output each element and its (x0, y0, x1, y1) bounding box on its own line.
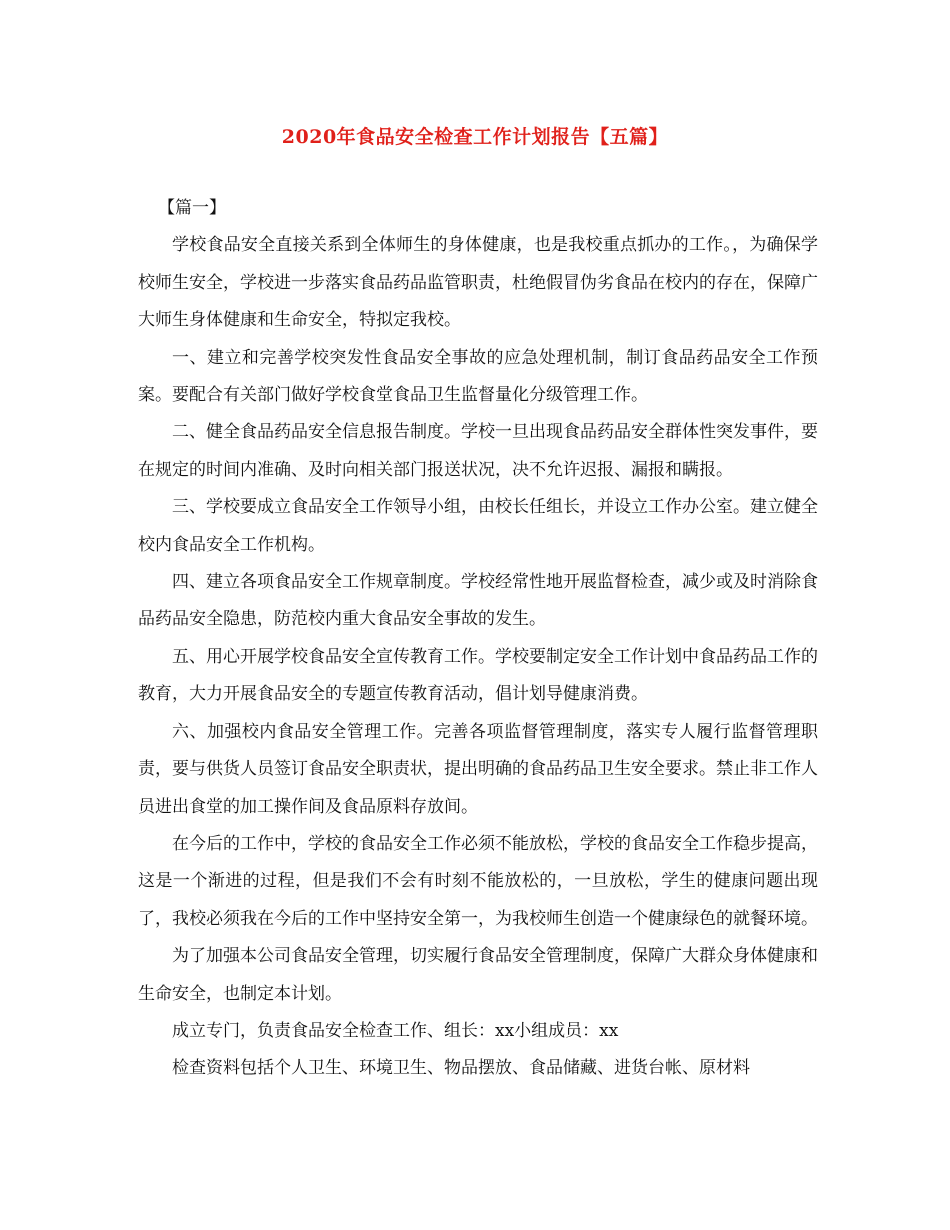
paragraph-conclusion: 在今后的工作中，学校的食品安全工作必须不能放松，学校的食品安全工作稳步提高，这是一个渐进的过程，但是我们不会有时刻不能放松的，一旦放松，学生的健康问题出现了，我校必须我在今后的工作中坚持安全第一，为我校师生创造一个健康绿色的就餐环境。 (138, 833, 818, 929)
paragraph-team: 成立专门，负责食品安全检查工作、组长：xx小组成员：xx (172, 1020, 619, 1041)
paragraph-item-2: 二、健全食品药品安全信息报告制度。学校一旦出现食品药品安全群体性突发事件，要在规定的时间内准确、及时向相关部门报送状况，决不允许迟报、漏报和瞒报。 (138, 422, 818, 480)
paragraph-item-3: 三、学校要成立食品安全工作领导小组，由校长任组长，并设立工作办公室。建立健全校内食品安全工作机构。 (138, 497, 818, 555)
paragraph-company-plan: 为了加强本公司食品安全管理，切实履行食品安全管理制度，保障广大群众身体健康和生命安全，也制定本计划。 (138, 946, 818, 1004)
paragraph-item-6: 六、加强校内食品安全管理工作。完善各项监督管理制度，落实专人履行监督管理职责，要与供货人员签订食品安全职责状，提出明确的食品药品卫生安全要求。禁止非工作人员进出食堂的加工操作间及食品原料存放间。 (138, 721, 818, 817)
paragraph-item-5: 五、用心开展学校食品安全宣传教育工作。学校要制定安全工作计划中食品药品工作的教育，大力开展食品安全的专题宣传教育活动，倡计划导健康消费。 (138, 646, 818, 705)
section-heading: 【篇一】 (158, 198, 226, 218)
paragraph-intro: 学校食品安全直接关系到全体师生的身体健康，也是我校重点抓办的工作。，为确保学校师生安全，学校进一步落实食品药品监管职责，杜绝假冒伪劣食品在校内的存在，保障广大师生身体健康和生命安全，特拟定我校。 (138, 235, 818, 331)
document-body (138, 190, 818, 1088)
paragraph-item-1: 一、建立和完善学校突发性食品安全事故的应急处理机制，制订食品药品安全工作预案。要配合有关部门做好学校食堂食品卫生监督量化分级管理工作。 (138, 347, 818, 406)
document-title: 2020年食品安全检查工作计划报告【五篇】 (281, 126, 669, 148)
paragraph-item-4: 四、建立各项食品安全工作规章制度。学校经常性地开展监督检查，减少或及时消除食品药品安全隐患，防范校内重大食品安全事故的发生。 (138, 572, 818, 630)
paragraph-inspection-scope: 检查资料包括个人卫生、环境卫生、物品摆放、食品储藏、进货台帐、原材料 (172, 1058, 750, 1079)
